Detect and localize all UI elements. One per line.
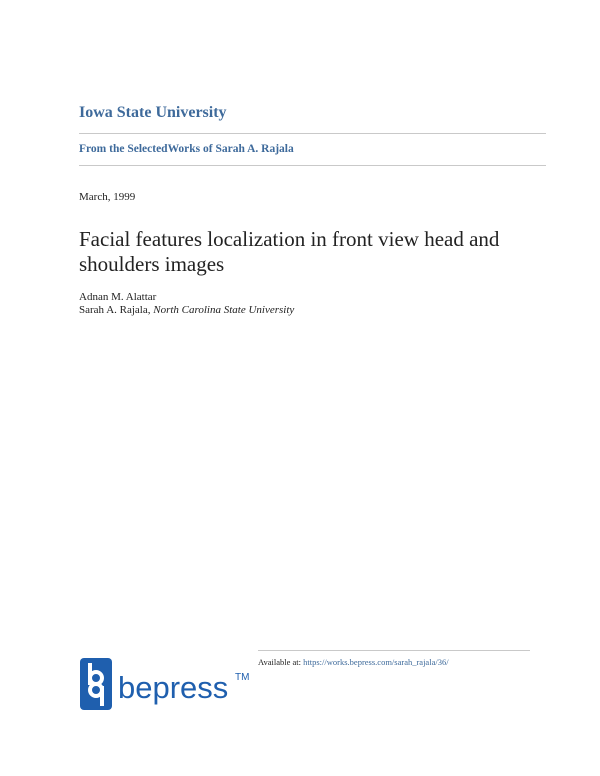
bepress-logo[interactable] [80,656,255,712]
availability-line [258,657,449,667]
header-divider-top [79,133,546,134]
bepress-wordmark: bepress [118,670,229,705]
author-2-affiliation: North Carolina State University [153,304,295,316]
paper-title: Facial features localization in front view head and shoulders images [79,227,500,276]
author-1-name: Adnan M. Alattar [79,291,157,303]
author-1 [79,291,156,303]
footer-divider [258,650,530,651]
bepress-mark-icon [80,658,112,710]
author-2: Sarah A. Rajala, North Carolina State University [79,304,295,316]
available-url-link[interactable]: https://works.bepress.com/sarah_rajala/36/ [303,657,449,667]
institution-link[interactable]: Iowa State University [79,104,227,121]
publication-date: March, 1999 [79,191,136,203]
trademark-symbol: TM [235,672,250,683]
selectedworks-link[interactable]: From the SelectedWorks of Sarah A. Rajala [79,143,294,155]
author-2-name: Sarah A. Rajala [79,304,148,316]
header-divider-bottom [79,165,546,166]
available-label: Available at: [258,657,302,667]
